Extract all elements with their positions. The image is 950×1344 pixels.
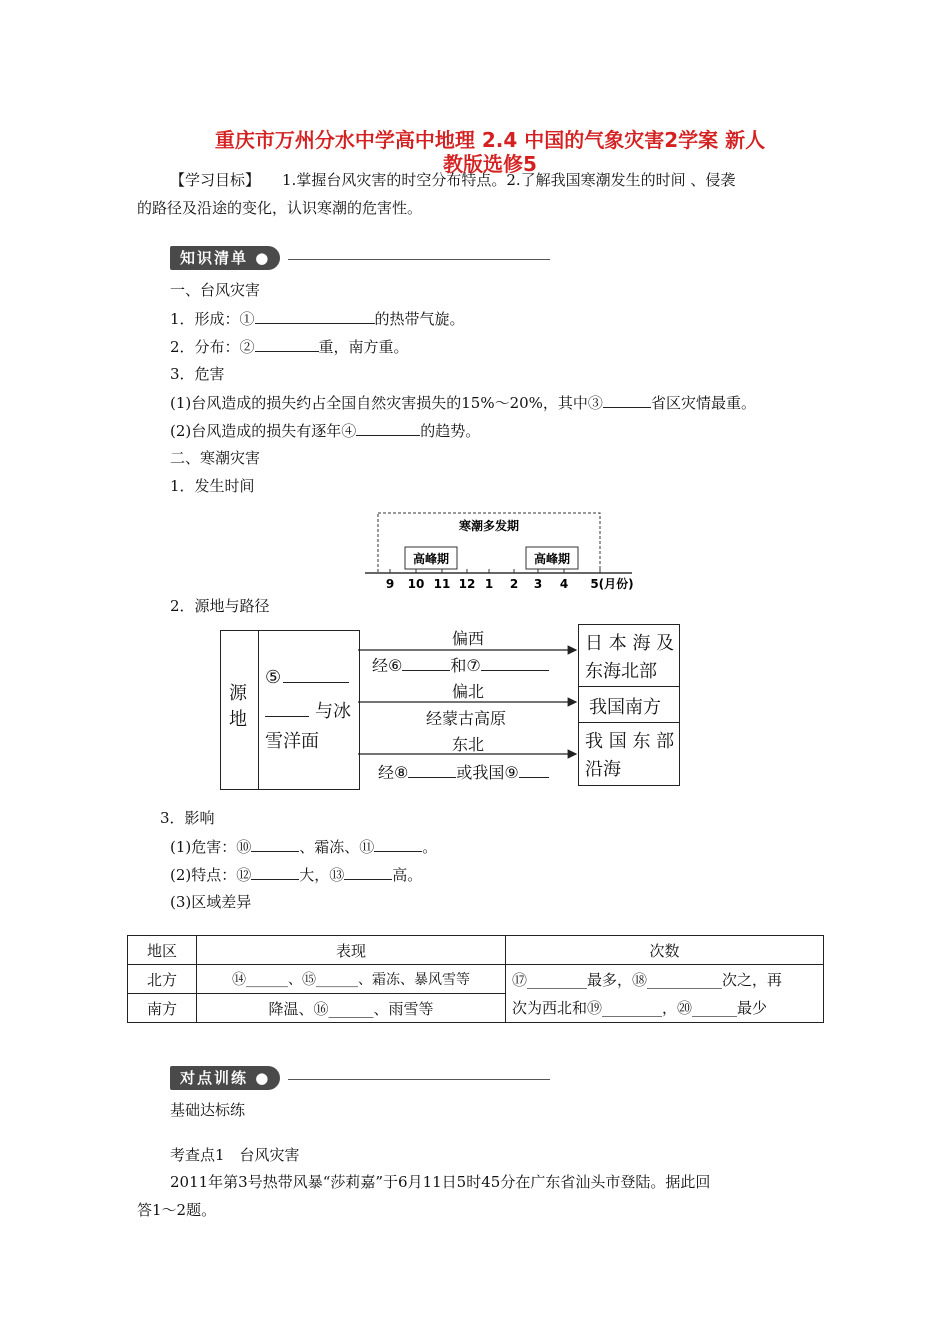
typhoon-item3a xyxy=(170,392,756,413)
typhoon-item3a-pre: (1)台风造成的损失约占全国自然灾害损失的15%～20%，其中③ xyxy=(170,394,603,412)
timeline-month-label: 11 xyxy=(433,577,451,591)
flow-path1-top: 偏西 xyxy=(452,629,485,648)
flow-path2-top: 偏北 xyxy=(452,682,485,701)
blank-4 xyxy=(356,420,420,436)
timeline-month-label: 1 xyxy=(484,577,494,591)
table-count-line1: ⑰________最多，⑱__________次之，再 xyxy=(512,970,783,989)
cold-item3: 3．影响 xyxy=(160,809,215,827)
flow-source-desc1 xyxy=(265,667,349,688)
flow-source-desc-box xyxy=(258,630,360,790)
section-rule-practice xyxy=(288,1079,550,1080)
cold-heading: 二、寒潮灾害 xyxy=(170,449,261,467)
flow-source-label-box xyxy=(220,630,260,790)
flow-dest3-line2: 沿海 xyxy=(585,759,621,780)
typhoon-item3a-post: 省区灾情最重。 xyxy=(650,394,756,412)
cold-feat-mid: 大，⑬ xyxy=(299,866,345,884)
cold-feat-post: 高。 xyxy=(392,866,423,884)
section-badge-practice-label: 对点训练 xyxy=(180,1069,249,1087)
table-header-cell: 表现 xyxy=(197,936,506,965)
page-title-line1: 重庆市万州分水中学高中地理 2.4 中国的气象灾害2学案 新人 xyxy=(214,128,766,152)
flow-dest1-line1: 日 本 海 及 xyxy=(585,633,675,654)
blank-9 xyxy=(519,762,549,778)
table-cell-count xyxy=(506,965,824,1023)
section-badge-knowledge xyxy=(170,246,280,270)
flow-path1-pre: 经⑥ xyxy=(372,656,403,675)
typhoon-item2-post: 重，南方重。 xyxy=(318,338,409,356)
flow-path3-bottom xyxy=(378,760,549,783)
page-title-line2: 教版选修5 xyxy=(443,152,537,176)
blank-11 xyxy=(374,836,422,852)
flow-dest3-line1: 我 国 东 部 xyxy=(585,731,675,752)
typhoon-item3b-pre: (2)台风造成的损失有逐年④ xyxy=(170,422,357,440)
flow-dest1-box xyxy=(578,624,680,688)
table-row xyxy=(128,965,824,994)
typhoon-item1-pre: 1．形成：① xyxy=(170,310,255,328)
table-cell-south: 南方 xyxy=(128,994,197,1023)
section-badge-practice xyxy=(170,1066,280,1090)
objective-label: 【学习目标】 xyxy=(170,171,261,189)
flow-source-label: 源地 xyxy=(229,683,247,730)
learning-objective-line1 xyxy=(170,170,735,190)
objective-text1: 1.掌握台风灾害的时空分布特点。2.了解我国寒潮发生的时间 、侵袭 xyxy=(282,171,736,189)
table-cell-south-perf: 降温、⑯______、雨雪等 xyxy=(197,994,506,1023)
section-badge-knowledge-label: 知识清单 xyxy=(180,249,249,267)
flow-source-desc2 xyxy=(265,697,351,723)
cold-wave-timeline-diagram xyxy=(360,508,640,592)
cold-harm-mid: 、霜冻、⑪ xyxy=(299,838,375,856)
cold-harm-pre: (1)危害：⑩ xyxy=(170,838,252,856)
flow-dest2: 我国南方 xyxy=(589,697,661,718)
table-cell-north-perf: ⑭______、⑮______、霜冻、暴风雪等 xyxy=(197,965,506,994)
blank-7 xyxy=(481,655,549,671)
typhoon-item3b-post: 的趋势。 xyxy=(420,422,481,440)
flow-path3-pre: 经⑧ xyxy=(378,763,409,782)
section-rule-knowledge xyxy=(288,259,550,260)
cold-harm-post: 。 xyxy=(422,838,438,856)
timeline-month-label: 5(月份) xyxy=(590,577,634,591)
table-header-cell: 次数 xyxy=(506,936,824,965)
learning-objective-line2: 的路径及沿途的变化，认识寒潮的危害性。 xyxy=(137,199,423,217)
cold-harm xyxy=(170,836,437,857)
timeline-peak1-label: 高峰期 xyxy=(412,552,450,566)
practice-sub: 基础达标练 xyxy=(170,1101,246,1119)
bullet-icon: ● xyxy=(255,249,271,267)
blank-12 xyxy=(251,864,299,880)
blank-1 xyxy=(255,308,375,324)
practice-question-line1: 2011年第3号热带风暴“莎莉嘉”于6月11日5时45分在广东省汕头市登陆。据此回 xyxy=(170,1173,711,1191)
typhoon-item3: 3．危害 xyxy=(170,365,225,383)
cold-item1: 1．发生时间 xyxy=(170,477,255,495)
flow-source-desc1-num: ⑤ xyxy=(265,667,282,688)
flow-dest3-box xyxy=(578,722,680,786)
flow-dest1-line2: 东海北部 xyxy=(585,661,657,682)
flow-dest2-box xyxy=(578,686,680,724)
region-difference-table xyxy=(127,935,824,1023)
blank-2 xyxy=(255,336,319,352)
blank-8 xyxy=(408,762,456,778)
flow-source-desc3: 雪洋面 xyxy=(265,731,319,752)
blank-5b xyxy=(265,701,309,717)
typhoon-item2 xyxy=(170,336,409,357)
cold-item2: 2．源地与路径 xyxy=(170,597,270,615)
timeline-month-label: 9 xyxy=(385,577,395,591)
flow-path1-mid: 和⑦ xyxy=(450,656,481,675)
table-cell-north: 北方 xyxy=(128,965,197,994)
bullet-icon: ● xyxy=(255,1069,271,1087)
practice-point: 考查点1 台风灾害 xyxy=(170,1146,300,1164)
typhoon-item2-pre: 2．分布：② xyxy=(170,338,255,356)
table-header-cell: 地区 xyxy=(128,936,197,965)
timeline-peak2-label: 高峰期 xyxy=(533,552,571,566)
timeline-month-label: 12 xyxy=(458,577,476,591)
blank-3 xyxy=(603,392,651,408)
timeline-month-label: 10 xyxy=(407,577,425,591)
typhoon-item1 xyxy=(170,308,465,329)
practice-question-line2: 答1～2题。 xyxy=(137,1201,217,1219)
flow-path3-top: 东北 xyxy=(452,735,485,754)
blank-6 xyxy=(402,655,450,671)
cold-feature xyxy=(170,864,422,885)
cold-feat-pre: (2)特点：⑫ xyxy=(170,866,252,884)
flow-source-desc2-text: 与冰 xyxy=(315,701,351,722)
timeline-month-labels xyxy=(386,576,634,591)
typhoon-heading: 一、台风灾害 xyxy=(170,281,261,299)
timeline-month-label: 4 xyxy=(559,577,569,591)
blank-13 xyxy=(344,864,392,880)
blank-10 xyxy=(251,836,299,852)
typhoon-item3b xyxy=(170,420,480,441)
table-count-line2: 次为西北和⑲________，⑳______最少 xyxy=(512,998,768,1017)
timeline-month-label: 3 xyxy=(533,577,543,591)
flow-path3-mid: 或我国⑨ xyxy=(456,763,519,782)
typhoon-item1-post: 的热带气旋。 xyxy=(374,310,465,328)
timeline-period-label: 寒潮多发期 xyxy=(458,519,520,533)
timeline-month-label: 2 xyxy=(509,577,519,591)
flow-path2-bottom: 经蒙古高原 xyxy=(426,709,507,728)
flow-path1-bottom xyxy=(372,653,549,676)
blank-5 xyxy=(283,667,349,683)
cold-region: (3)区域差异 xyxy=(170,893,252,911)
table-header-row xyxy=(128,936,824,965)
